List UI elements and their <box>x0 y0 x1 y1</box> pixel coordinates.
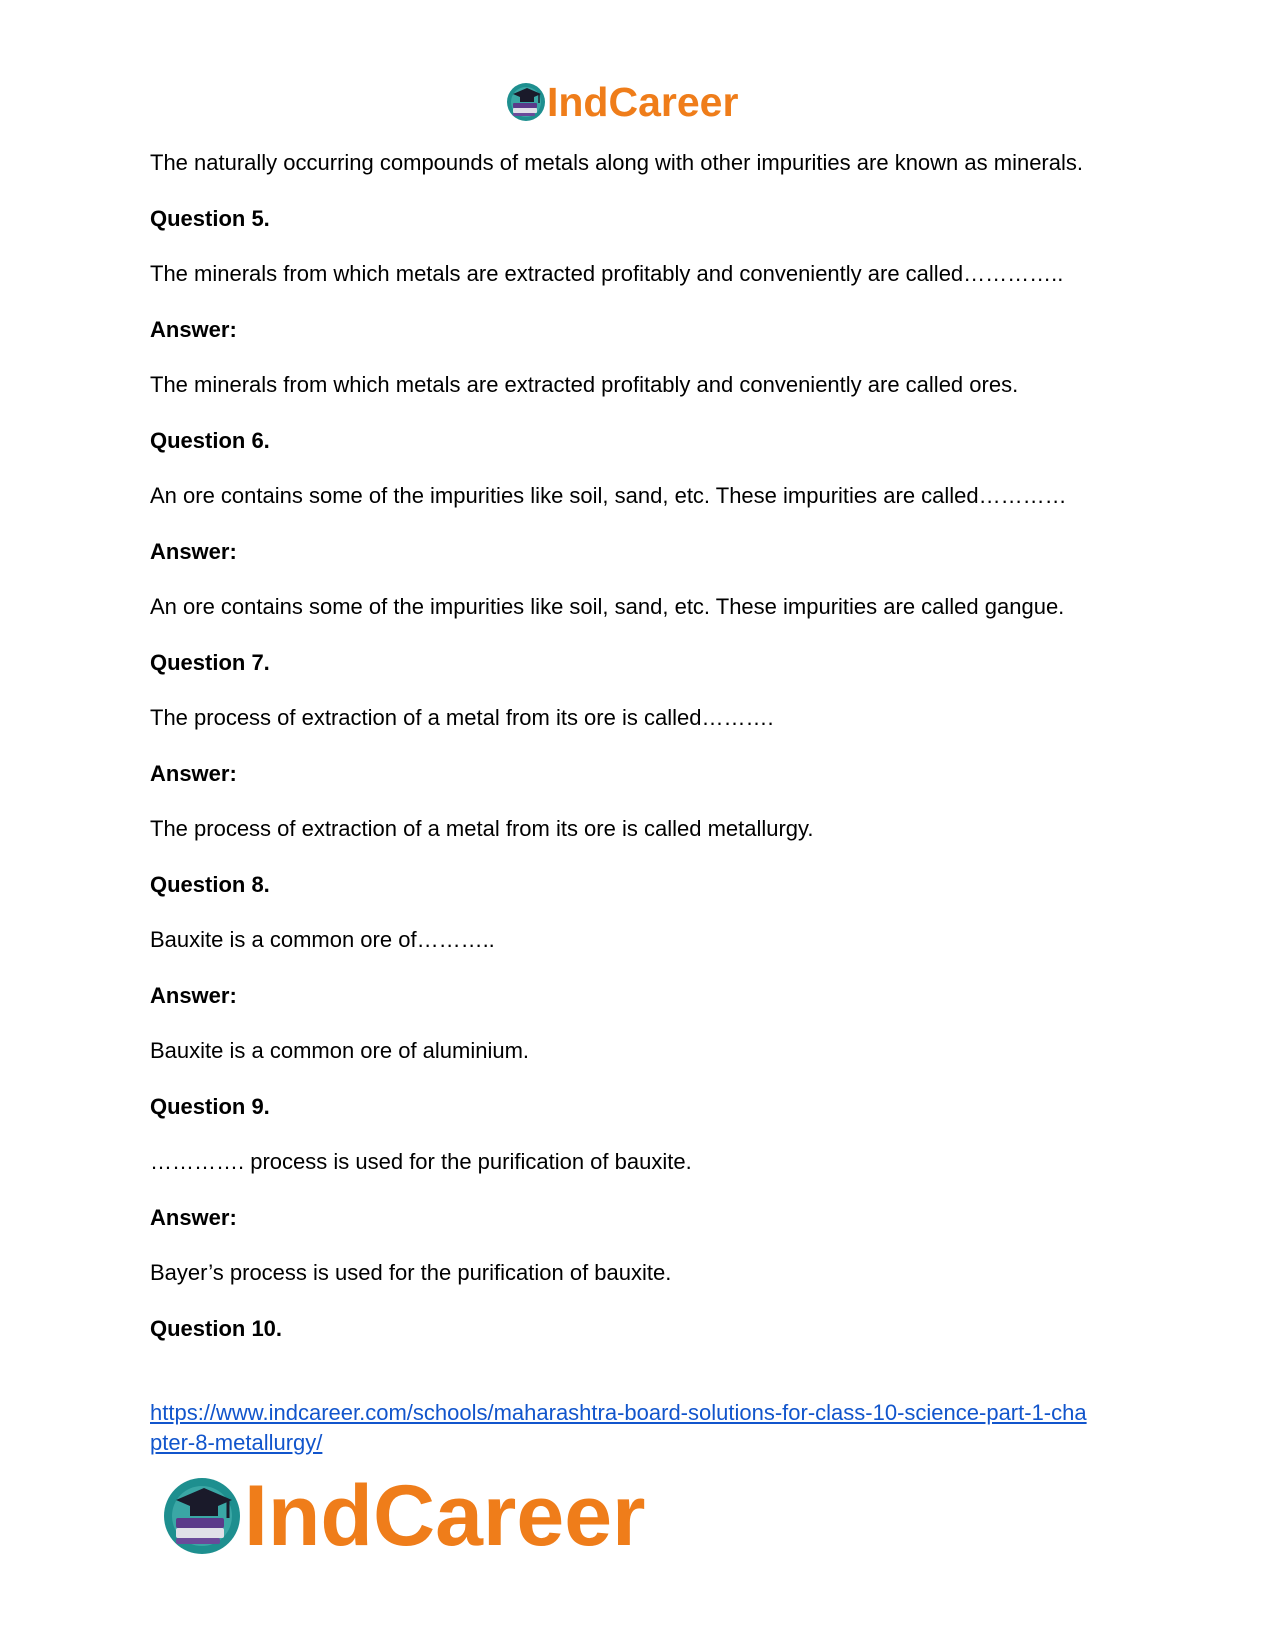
paragraph-text: Bayer’s process is used for the purification of bauxite. <box>150 1260 672 1285</box>
paragraph-text: Bauxite is a common ore of aluminium. <box>150 1038 530 1063</box>
question-heading: Question 7. <box>150 649 270 675</box>
source-link-line-1[interactable]: https://www.indcareer.com/schools/maharashtra-board-solutions-for-class-10-science-part-1-cha <box>150 1400 1087 1425</box>
paragraph-text: The naturally occurring compounds of metals along with other impurities are known as minerals. <box>150 150 1083 175</box>
paragraph-text: An ore contains some of the impurities like soil, sand, etc. These impurities are called………… <box>150 483 1067 508</box>
paragraph-text: The process of extraction of a metal from its ore is called metallurgy. <box>150 816 814 841</box>
answer-label: Answer: <box>150 982 237 1008</box>
footer-logo <box>160 1468 646 1564</box>
question-heading: Question 8. <box>150 871 270 897</box>
question-heading: Question 6. <box>150 427 270 453</box>
source-link-line-2[interactable]: pter-8-metallurgy/ <box>150 1430 323 1455</box>
paragraph-text: An ore contains some of the impurities like soil, sand, etc. These impurities are called gangue. <box>150 594 1065 619</box>
header-logo <box>505 78 738 126</box>
paragraph-text: The minerals from which metals are extracted profitably and conveniently are called………….. <box>150 261 1064 286</box>
source-link[interactable] <box>150 1398 1130 1458</box>
paragraph-text: The minerals from which metals are extracted profitably and conveniently are called ores. <box>150 372 1019 397</box>
paragraph-text: The process of extraction of a metal from its ore is called………. <box>150 705 774 730</box>
graduation-book-icon <box>160 1474 244 1558</box>
paragraph-text: Bauxite is a common ore of……….. <box>150 927 495 952</box>
header-logo-text: IndCareer <box>547 78 739 125</box>
question-heading: Question 9. <box>150 1093 270 1119</box>
question-heading: Question 10. <box>150 1315 283 1341</box>
answer-label: Answer: <box>150 316 237 342</box>
answer-label: Answer: <box>150 1204 237 1230</box>
paragraph-text: …………. process is used for the purification of bauxite. <box>150 1149 692 1174</box>
graduation-book-icon <box>505 81 547 123</box>
answer-label: Answer: <box>150 760 237 786</box>
question-heading: Question 5. <box>150 205 270 231</box>
answer-label: Answer: <box>150 538 237 564</box>
footer-logo-text: IndCareer <box>244 1467 646 1564</box>
